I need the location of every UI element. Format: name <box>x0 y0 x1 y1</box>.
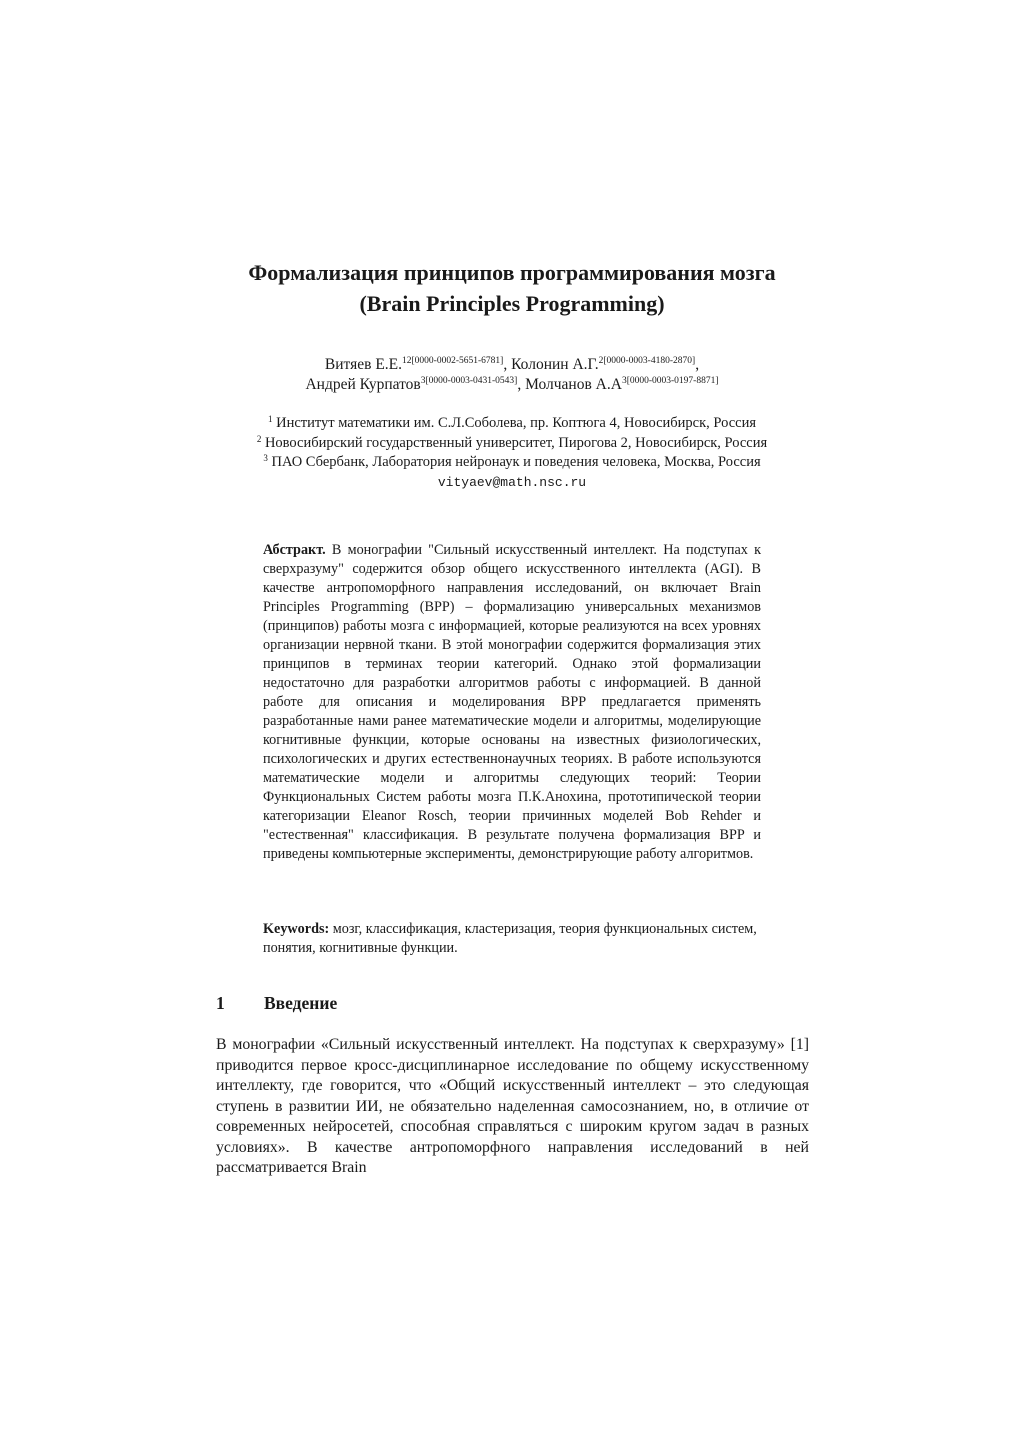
section-title: Введение <box>264 993 338 1013</box>
keywords <box>263 920 761 958</box>
author-separator: , <box>503 356 512 373</box>
abstract-label: Абстракт. <box>263 542 326 558</box>
contact-email[interactable]: vityaev@math.nsc.ru <box>437 474 587 490</box>
affiliation <box>0 434 1024 454</box>
affiliation-list <box>0 414 1024 492</box>
affiliation-text: ПАО Сбербанк, Лаборатория нейронаук и поведения человека, Москва, Россия <box>267 454 761 470</box>
paper-title <box>0 257 1024 319</box>
affiliation <box>0 453 1024 473</box>
author-orcid: 3[0000-0003-0431-0543] <box>420 376 518 386</box>
author-orcid: 2[0000-0003-4180-2870] <box>598 356 696 366</box>
title-line-2: (Brain Principles Programming) <box>359 291 665 316</box>
author-separator: , <box>517 376 526 393</box>
affiliation-text: Институт математики им. С.Л.Соболева, пр. Коптюга 4, Новосибирск, Россия <box>272 415 757 431</box>
author-line-2 <box>0 375 1024 395</box>
section-heading <box>216 992 816 1014</box>
author-name: Колонин А.Г. <box>511 356 599 373</box>
abstract-text: В монографии "Сильный искусственный интеллект. На подступах к сверхразуму" содержится обзор общего искусственного интеллекта (AGI). В качестве антропоморфного направления исследований, он включает Brain Principles Programming (BPP) – формализацию универсальных механизмов (принципов) работы мозга с информацией, которые реализуются на всех уровнях организации нервной ткани. В этой монографии содержится формализация этих принципов в терминах теории категорий. Однако этой формализации недостаточно для разработки алгоритмов работы с информацией. В данной работе для описания и моделирования BPP предлагается применять разработанные нами ранее математические модели и алгоритмы, моделирующие когнитивные функции, которые основаны на известных физиологических, психологических и других естественнонаучных теориях. В работе используются математические модели и алгоритмы следующих теорий: Теории Функциональных Систем работы мозга П.К.Анохина, прототипической теории категоризации Eleanor Rosch, теории причинных моделей Bob Rehder и "естественная" классификация. В результате получена формализация BPP и приведены компьютерные эксперименты, демонстрирующие работу алгоритмов. <box>263 542 761 862</box>
author-orcid: 3[0000-0003-0197-8871] <box>621 376 719 386</box>
keywords-label: Keywords: <box>263 921 330 937</box>
author-orcid: 12[0000-0002-5651-6781] <box>402 356 504 366</box>
affiliation-text: Новосибирский государственный университет, Пирогова 2, Новосибирск, Россия <box>261 434 768 451</box>
affiliation-index: 1 <box>267 414 273 424</box>
author-list <box>0 355 1024 395</box>
keywords-text: мозг, классификация, кластеризация, теория функциональных систем, понятия, когнитивные функции. <box>263 921 757 956</box>
author-line-1 <box>0 355 1024 375</box>
author-name: Витяев Е.Е. <box>324 356 403 373</box>
author-name: Молчанов А.А <box>525 376 622 393</box>
affiliation <box>0 414 1024 434</box>
author-name: Андрей Курпатов <box>305 376 421 393</box>
affiliation-index: 3 <box>263 453 268 463</box>
author-separator: , <box>695 356 700 373</box>
title-line-1: Формализация принципов программирования мозга <box>248 260 776 285</box>
abstract <box>263 541 761 864</box>
body-paragraph: В монографии «Сильный искусственный интеллект. На подступах к сверхразуму» [1] приводится первое кросс-дисциплинарное исследование по общему искусственному интеллекту, где говорится, что «Общий искусственный интеллект – это следующая ступень в развитии ИИ, не обязательно наделенная самосознанием, но, в отличие от современных нейросетей, способная справляться с широким кругом задач в разных условиях». В качестве антропоморфного направления исследований в ней рассматривается Brain <box>216 1036 809 1176</box>
section-number: 1 <box>216 993 225 1013</box>
affiliation-index: 2 <box>256 433 262 444</box>
